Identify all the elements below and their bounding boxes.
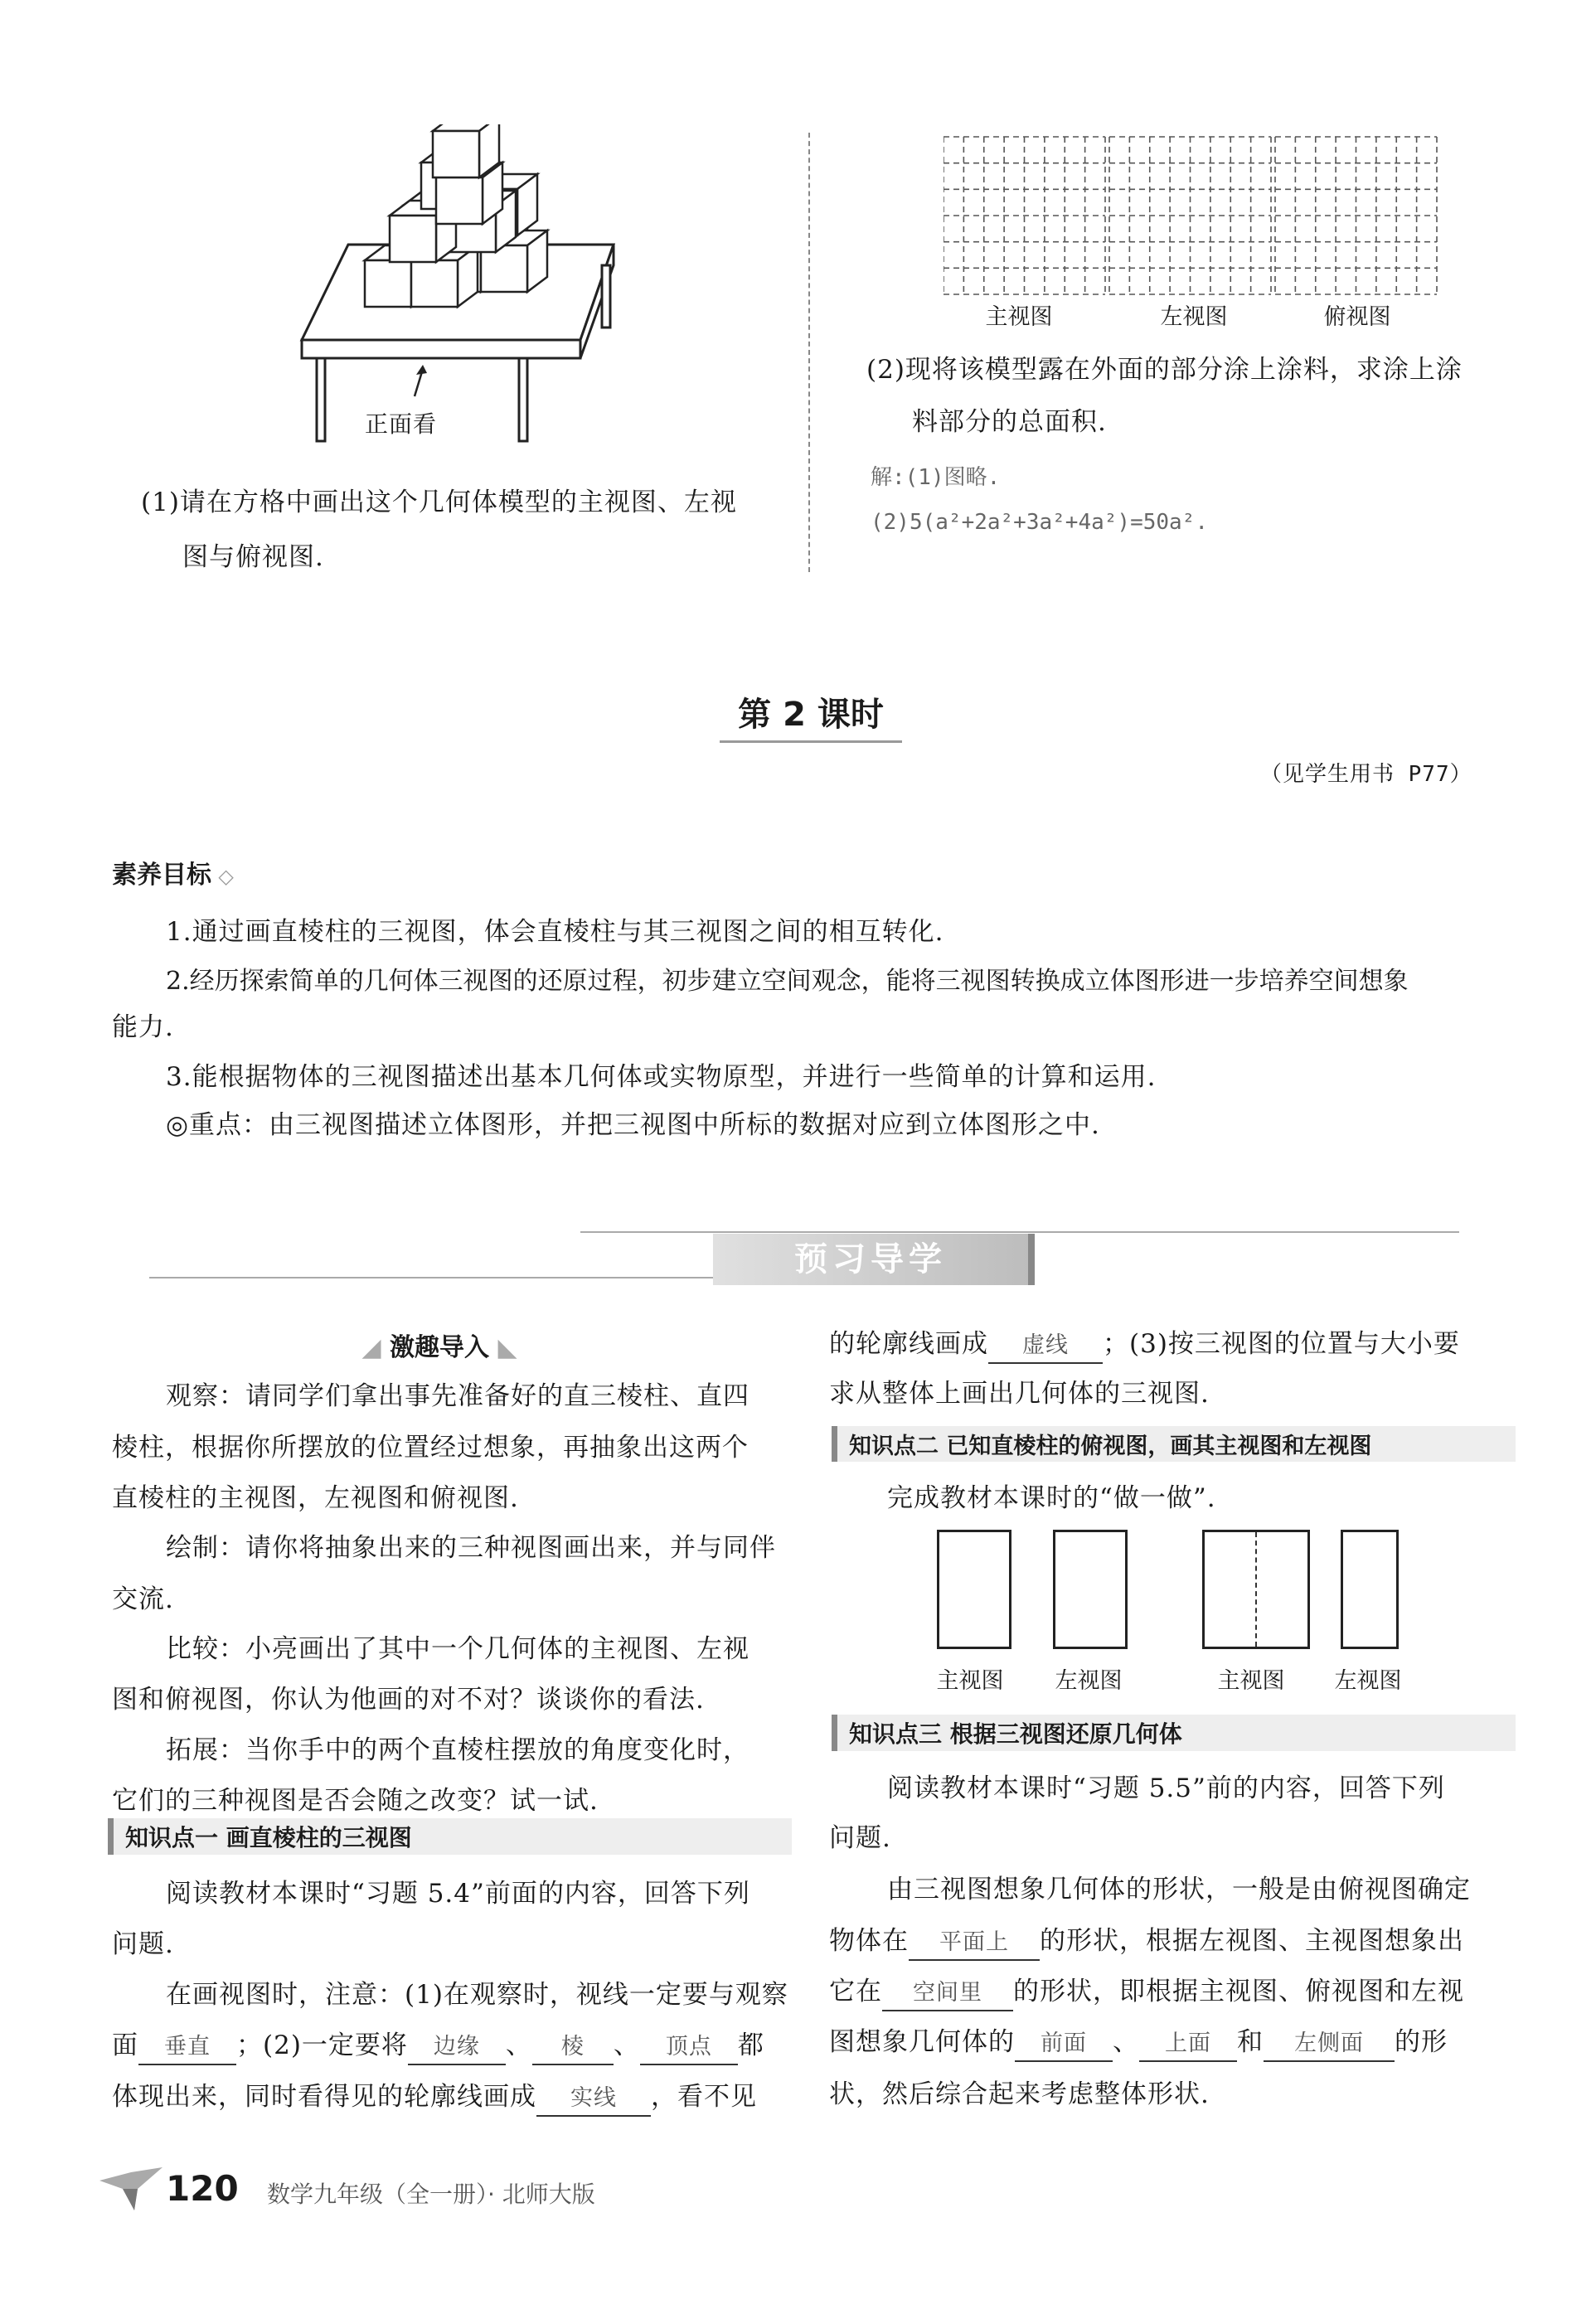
right-k3p2e: 状，然后综合起来考虑整体形状. (829, 2079, 1210, 2109)
banner-rule-left (149, 1277, 730, 1278)
q1-line1: (1)请在方格中画出这个几何体模型的主视图、左视 (141, 488, 737, 517)
right-k3p1b: 问题. (829, 1823, 891, 1853)
page-number: 120 (166, 2168, 239, 2209)
right-k2p: 完成教材本课时的“做一做”. (887, 1483, 1216, 1513)
right-k3p2d: 图想象几何体的 前面 、 上面 和 左侧面 的形 (829, 2018, 1448, 2066)
banner-preview: 预习导学 (713, 1234, 1035, 1285)
grid-label-top: 俯视图 (1323, 304, 1391, 330)
goal-2a: 2.经历探索简单的几何体三视图的还原过程，初步建立空间观念，能将三视图转换成立体图形进一步培养空间想象 (166, 967, 1409, 996)
blank-plane: 平面上 (909, 1926, 1040, 1961)
fig-label-left-1: 左视图 (1055, 1668, 1123, 1694)
hidden-edge-line (1255, 1532, 1257, 1647)
goal-2b: 能力. (112, 1012, 174, 1042)
blank-edge: 边缘 (408, 2030, 506, 2065)
fig-label-left-2: 左视图 (1334, 1668, 1402, 1694)
right-k3p1a: 阅读教材本课时“习题 5.5”前的内容，回答下列 (887, 1773, 1445, 1803)
blank-ridge: 棱 (532, 2030, 614, 2065)
solution-2: (2)5(a²+2a²+3a²+4a²)=50a². (871, 510, 1208, 535)
blank-front: 前面 (1015, 2027, 1113, 2062)
lesson-title: 第 2 课时 (720, 688, 902, 743)
right-k3p2b: 物体在 平面上 的形状，根据左视图、主视图想象出 (829, 1917, 1464, 1965)
right-r2: 求从整体上画出几何体的三视图. (829, 1379, 1210, 1409)
left-p2b: 交流. (112, 1584, 174, 1614)
cube-face (365, 260, 411, 307)
right-k3p2a: 由三视图想象几何体的形状，一般是由俯视图确定 (887, 1875, 1471, 1904)
left-k1p1a: 阅读教材本课时“习题 5.4”前面的内容，回答下列 (166, 1879, 750, 1909)
goal-3: 3.能根据物体的三视图描述出基本几何体或实物原型，并进行一些简单的计算和运用. (166, 1062, 1157, 1092)
blank-solid: 实线 (536, 2082, 651, 2117)
blank-left-face: 左侧面 (1264, 2027, 1395, 2062)
cube-face (436, 177, 483, 224)
cube-face (390, 216, 436, 262)
goal-1: 1.通过画直棱柱的三视图，体会直棱柱与其三视图之间的相互转化. (166, 917, 944, 947)
knowledge-point-2: 知识点二 已知直棱柱的俯视图，画其主视图和左视图 (832, 1426, 1516, 1462)
left-p3b: 图和俯视图，你认为他画的对不对？谈谈你的看法. (112, 1685, 705, 1715)
blank-top-face: 上面 (1139, 2027, 1237, 2062)
left-p2a: 绘制：请你将抽象出来的三种视图画出来，并与同伴 (166, 1533, 776, 1563)
cube-pyramid-figure (282, 124, 647, 473)
intro-heading: ◢ 激趣导入 ◣ (361, 1333, 517, 1362)
right-k3p2c: 它在 空间里 的形状，即根据主视图、俯视图和左视 (829, 1967, 1464, 2016)
solution-1: 解:(1)图略. (871, 465, 1001, 490)
left-p4a: 拓展：当你手中的两个直棱柱摆放的角度变化时， (166, 1735, 749, 1765)
left-k1p2c: 体现出来，同时看得见的轮廓线画成 实线 ，看不见 (112, 2073, 757, 2121)
blank-space: 空间里 (882, 1977, 1013, 2011)
q2-line1: (2)现将该模型露在外面的部分涂上涂料，求涂上涂 (866, 355, 1463, 385)
goals-heading: 素养目标 ◇ (112, 861, 234, 890)
left-p1b: 棱柱，根据你所摆放的位置经过想象，再抽象出这两个 (112, 1433, 749, 1463)
left-p1c: 直棱柱的主视图，左视图和俯视图. (112, 1483, 519, 1513)
student-book-ref: （见学生用书 P77） (1260, 762, 1472, 787)
grid-label-left: 左视图 (1160, 304, 1228, 330)
banner-rule-right (580, 1231, 1459, 1233)
grid-label-front: 主视图 (985, 304, 1053, 330)
left-p4b: 它们的三种视图是否会随之改变？试一试. (112, 1786, 599, 1816)
front-view-rect-2 (1202, 1530, 1310, 1649)
fig-label-front-1: 主视图 (936, 1668, 1004, 1694)
column-divider (808, 133, 810, 572)
knowledge-point-3: 知识点三 根据三视图还原几何体 (832, 1715, 1516, 1751)
blank-vertical: 垂直 (138, 2030, 236, 2065)
q1-line2: 图与俯视图. (182, 542, 324, 572)
cube-face (433, 131, 479, 177)
left-k1p2b: 面 垂直 ；(2)一定要将 边缘 、 棱 、 顶点 都 (112, 2021, 764, 2069)
q2-line2: 料部分的总面积. (912, 407, 1107, 437)
fig-label-front-2: 主视图 (1217, 1668, 1285, 1694)
left-view-rect-2 (1341, 1530, 1399, 1649)
drawing-grids (944, 133, 1441, 298)
left-k1p1b: 问题. (112, 1929, 174, 1959)
front-view-label: 正面看 (365, 410, 438, 438)
footer-bird-icon (98, 2164, 164, 2214)
right-r1: 的轮廓线画成 虚线 ；(3)按三视图的位置与大小要 (829, 1320, 1460, 1368)
left-p3a: 比较：小亮画出了其中一个几何体的主视图、左视 (166, 1634, 749, 1664)
blank-dashed: 虚线 (988, 1329, 1103, 1364)
left-p1a: 观察：请同学们拿出事先准备好的直三棱柱、直四 (166, 1381, 749, 1411)
key-point: ◎重点：由三视图描述立体图形，并把三视图中所标的数据对应到立体图形之中. (166, 1110, 1100, 1140)
cube-face (411, 260, 458, 307)
book-title: 数学九年级（全一册）· 北师大版 (267, 2181, 595, 2208)
blank-vertex: 顶点 (640, 2030, 738, 2065)
left-view-rect-1 (1053, 1530, 1128, 1649)
knowledge-point-1: 知识点一 画直棱柱的三视图 (108, 1818, 792, 1855)
front-view-rect-1 (937, 1530, 1011, 1649)
left-k1p2a: 在画视图时，注意：(1)在观察时，视线一定要与观察 (166, 1980, 788, 2010)
